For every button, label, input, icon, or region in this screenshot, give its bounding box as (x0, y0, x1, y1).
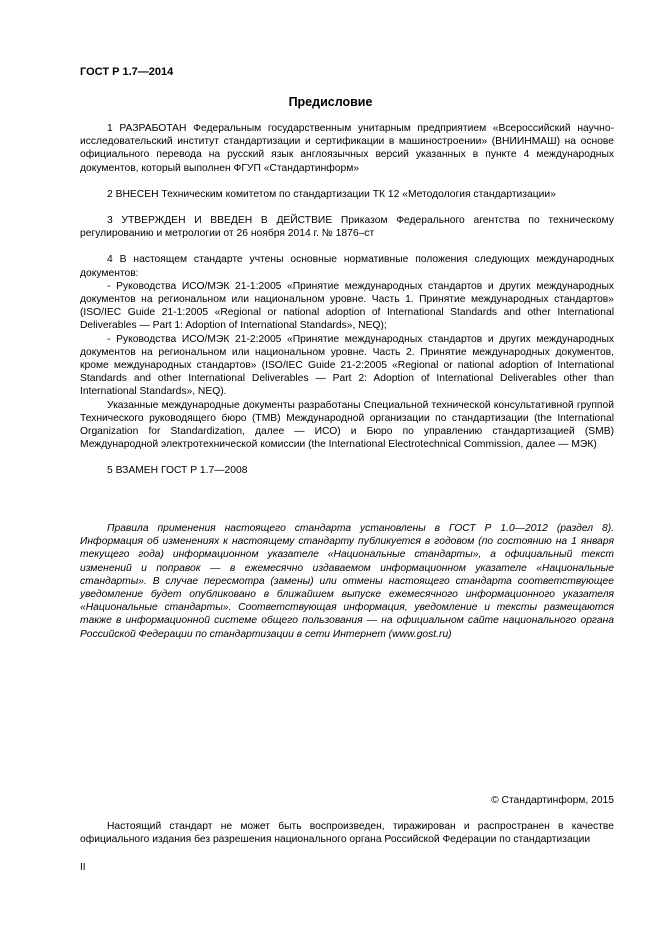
page-number: II (80, 862, 86, 873)
paragraph-3: 3 УТВЕРЖДЕН И ВВЕДЕН В ДЕЙСТВИЕ Приказом Федерального агентства по техническому регулированию и метрологии от 26 ноября 2014 г. № 1876–ст (80, 215, 614, 240)
paragraph-4-item-1: - Руководства ИСО/МЭК 21-1:2005 «Принятие международных стандартов и других международных документов на региональном или национальном уровне. Часть 1. Принятие международных стандартов» (ISO/IEC Guide 21-1:2005 «Regional or national adoption of International Standards and other International Deliverables — Part 1: Adoption of International Standards», NEQ); (80, 280, 614, 332)
paragraph-5: 5 ВЗАМЕН ГОСТ Р 1.7—2008 (107, 465, 248, 477)
paragraph-4-note: Указанные международные документы разработаны Специальной технической консультативной группой Технического руководящего бюро (ТМВ) Международной организации по стандартизации (the International Organization for Standardization, далее — ИСО) и Бюро по управлению стандартизацией (SMB) Международной электротехнической комиссии (the International Electrotechnical Commission, далее — МЭК) (80, 399, 614, 451)
copyright: © Стандартинформ, 2015 (491, 795, 614, 806)
page-title: Предисловие (288, 95, 373, 109)
reproduction-note: Настоящий стандарт не может быть воспроизведен, тиражирован и распространен в качестве официального издания без разрешения национального органа Российской Федерации по стандартизации (80, 821, 614, 846)
standard-code: ГОСТ Р 1.7—2014 (80, 66, 174, 78)
foreword-body (80, 122, 614, 478)
paragraph-4: 4 В настоящем стандарте учтены основные нормативные положения следующих международных документов: (80, 254, 614, 279)
paragraph-2: 2 ВНЕСЕН Техническим комитетом по стандартизации ТК 12 «Методология стандартизации» (107, 188, 556, 200)
paragraph-4-item-2: - Руководства ИСО/МЭК 21-2:2005 «Принятие международных стандартов и других международных документов на региональном или национальном уровне. Часть 2. Принятие международных документов, кроме международных стандартов» (ISO/IEC Guide 21-2:2005 «Regional or national adoption of International Standards and other International Deliverables — Part 2: Adoption of International Deliverables other than International Standards», NEQ). (80, 333, 614, 398)
application-notice: Правила применения настоящего стандарта установлены в ГОСТ Р 1.0—2012 (раздел 8). Информация об изменениях к настоящему стандарту публикуется в годовом (по состоянию на 1 января текущего года) информационном указателе «Национальные стандарты», а официальный текст изменений и поправок — в ежемесячно издаваемом информационном указателе «Национальные стандарты». В случае пересмотра (замены) или отмены настоящего стандарта соответствующее уведомление будет опубликовано в ближайшем выпуске ежемесячного информационного указателя «Национальные стандарты». Соответствующая информация, уведомление и тексты размещаются также в информационной системе общего пользования — на официальном сайте национального органа Российской Федерации по стандартизации в сети Интернет (www.gost.ru) (80, 523, 614, 640)
paragraph-1: 1 РАЗРАБОТАН Федеральным государственным унитарным предприятием «Всероссийский научно-исследовательский институт стандартизации и сертификации в машиностроении» (ВНИИНМАШ) на основе официального перевода на русский язык англоязычных версий указанных в пункте 4 международных документов, который выполнен ФГУП «Стандартинформ» (80, 123, 614, 174)
